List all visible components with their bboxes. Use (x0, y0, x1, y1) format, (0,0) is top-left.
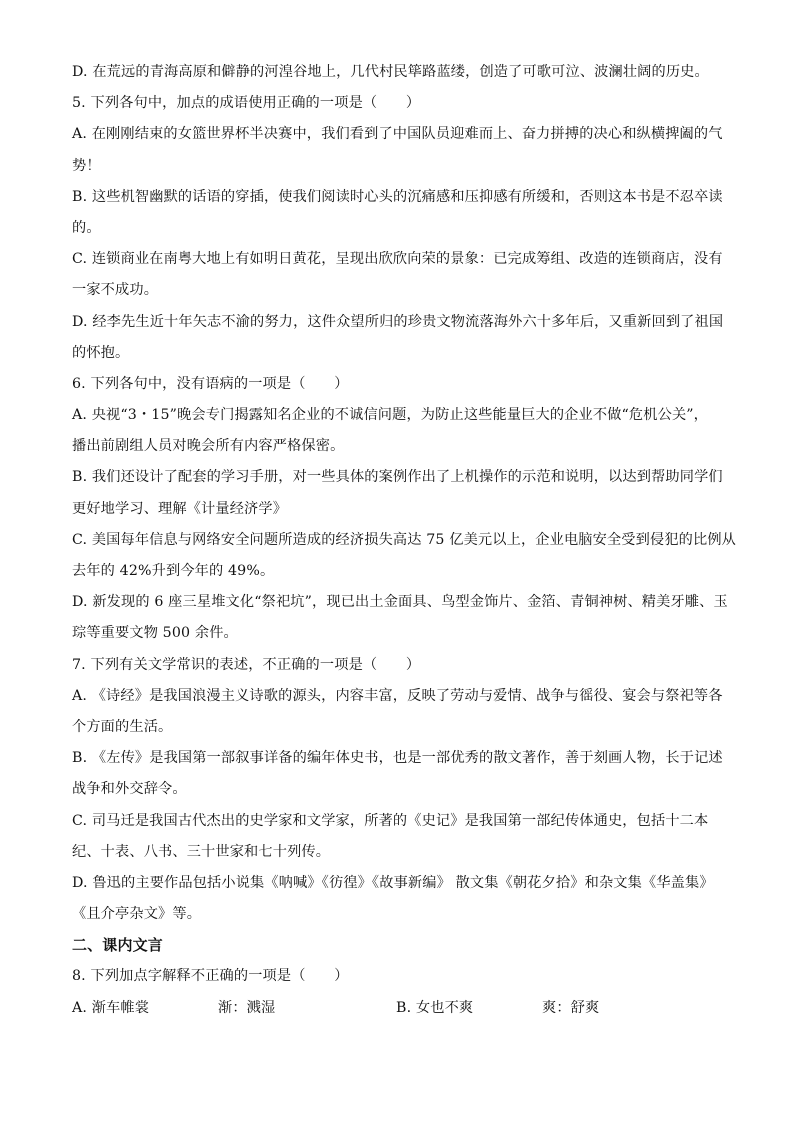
question-8-stem: 8. 下列加点字解释不正确的一项是（ ） (72, 968, 349, 985)
text-line: A. 《诗经》是我国浪漫主义诗歌的源头，内容丰富，反映了劳动与爱情、战争与徭役、宴会与祭祀等各 (72, 687, 723, 704)
text-line: B. 这些机智幽默的话语的穿插，使我们阅读时心头的沉痛感和压抑感有所缓和，否则这本书是不忍卒读 (72, 188, 723, 205)
option-b-phrase: B. 女也不爽 (396, 999, 474, 1016)
text-line: C. 连锁商业在南粤大地上有如明日黄花，呈现出欣欣向荣的景象：已完成筹组、改造的连锁商店，没有 (72, 251, 723, 268)
text-line: 的怀抱。 (72, 344, 130, 361)
text-line: B. 《左传》是我国第一部叙事详备的编年体史书，也是一部优秀的散文著作，善于刻画人物，长于记述 (72, 750, 723, 767)
options-row (72, 998, 720, 1018)
question-5-stem: 5. 下列各句中，加点的成语使用正确的一项是（ ） (72, 95, 421, 112)
text-line: 去年的 42%升到今年的 49%。 (72, 563, 275, 579)
text-line: 《且介亭杂文》等。 (72, 906, 202, 923)
text-line: D. 在荒远的青海高原和僻静的河湟谷地上，几代村民筚路蓝缕，创造了可歌可泣、波澜壮阔的历史。 (72, 64, 709, 80)
text-line: 琮等重要文物 500 余件。 (72, 625, 238, 642)
text-line: 播出前剧组人员对晚会所有内容严格保密。 (72, 438, 345, 455)
text-line: D. 新发现的 6 座三星堆文化“祭祀坑”，现已出土金面具、鸟型金饰片、金箔、青铜神树、精美牙雕、玉 (72, 594, 728, 611)
question-6-stem: 6. 下列各句中，没有语病的一项是（ ） (72, 375, 349, 392)
text-line: B. 我们还设计了配套的学习手册，对一些具体的案例作出了上机操作的示范和说明，以达到帮助同学们 (72, 469, 723, 486)
text-line: A. 在刚刚结束的女篮世界杯半决赛中，我们看到了中国队员迎难而上、奋力拼搏的决心和纵横捭阖的气 (72, 126, 723, 143)
text-line: C. 美国每年信息与网络安全问题所造成的经济损失高达 75 亿美元以上，企业电脑安全受到侵犯的比例从 (72, 531, 737, 548)
text-line: A. 央视“3・15”晚会专门揭露知名企业的不诚信问题，为防止这些能量巨大的企业不做“危机公关”， (72, 407, 709, 424)
text-line: 的。 (72, 219, 101, 236)
text-line: 战争和外交辞令。 (72, 781, 187, 798)
text-line: 势！ (72, 157, 101, 174)
text-line: D. 鲁迅的主要作品包括小说集《呐喊》《彷徨》《故事新编》 散文集《朝花夕拾》和杂文集《华盖集》 (72, 874, 714, 891)
option-b-gloss: 爽：舒爽 (542, 999, 600, 1016)
option-a-gloss: 渐：溅湿 (218, 999, 276, 1016)
text-line: 纪、十表、八书、三十世家和七十列传。 (72, 843, 331, 860)
text-line: 个方面的生活。 (72, 718, 173, 735)
text-line: 更好地学习、理解《计量经济学》 (72, 500, 288, 517)
option-a-phrase: A. 渐车帷裳 (72, 999, 150, 1016)
text-line: D. 经李先生近十年矢志不渝的努力，这件众望所归的珍贵文物流落海外六十多年后，又重新回到了祖国 (72, 313, 724, 330)
text-line: C. 司马迁是我国古代杰出的史学家和文学家，所著的《史记》是我国第一部纪传体通史，包括十二本 (72, 812, 709, 829)
document-page (72, 62, 737, 1029)
text-line: 一家不成功。 (72, 282, 159, 299)
question-7-stem: 7. 下列有关文学常识的表述，不正确的一项是（ ） (72, 656, 421, 673)
section-heading: 二、课内文言 (72, 936, 163, 955)
